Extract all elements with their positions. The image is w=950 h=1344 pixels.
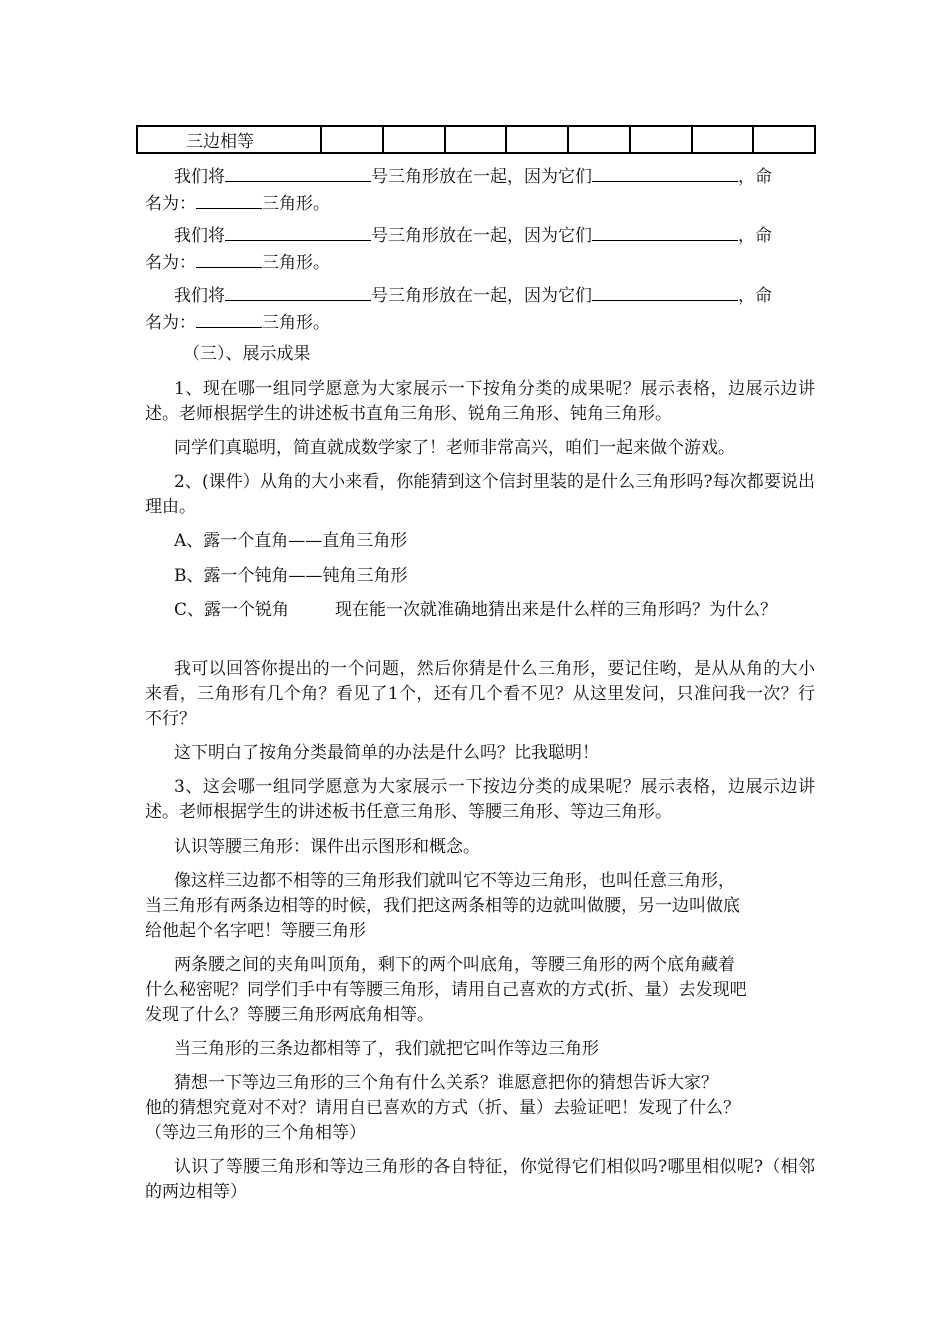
paragraph: 这下明白了按角分类最简单的办法是什么吗？比我聪明！	[174, 743, 599, 763]
answer-blank[interactable]	[196, 309, 262, 328]
row-label: 三边相等	[137, 126, 321, 153]
answer-blank[interactable]	[225, 222, 371, 241]
answer-blank[interactable]	[592, 282, 738, 301]
answer-blank[interactable]	[196, 249, 262, 268]
paragraph: 认识等腰三角形：课件出示图形和概念。	[174, 837, 480, 857]
fill-in-sentence: 我们将 号三角形放在一起，因为它们 ，命 名为： 三角形。	[145, 163, 815, 217]
fill-in-sentence: 我们将 号三角形放在一起，因为它们 ，命 名为： 三角形。	[145, 282, 815, 336]
table-row	[137, 126, 815, 153]
answer-blank[interactable]	[225, 282, 371, 301]
paragraph: 同学们真聪明，简直就成数学家了！老师非常高兴，咱们一起来做个游戏。	[174, 438, 735, 458]
paragraph: 两条腰之间的夹角叫顶角，剩下的两个叫底角，等腰三角形的两个底角藏着 什么秘密呢？同学们手中有等腰三角形，请用自己喜欢的方式(折、量）去发现吧 发现了什么？等腰三角形两底角相等。	[145, 955, 747, 1025]
answer-blank[interactable]	[225, 163, 371, 182]
table-cell	[630, 126, 692, 153]
paragraph: 2、(课件）从角的大小来看，你能猜到这个信封里装的是什么三角形吗?每次都要说出理由。	[145, 472, 815, 517]
list-item: A、露一个直角——直角三角形	[174, 531, 408, 551]
paragraph: 像这样三边都不相等的三角形我们就叫它不等边三角形，也叫任意三角形， 当三角形有两条边相等的时候，我们把这两条相等的边就叫做腰，另一边叫做底 给他起个名字吧！等腰三角形	[145, 871, 740, 941]
table-cell	[753, 126, 815, 153]
answer-blank[interactable]	[592, 222, 738, 241]
paragraph: 猜想一下等边三角形的三个角有什么关系？谁愿意把你的猜想告诉大家？ 他的猜想究竟对不对？请用自已喜欢的方式（折、量）去验证吧！发现了什么？ （等边三角形的三个角相等）	[145, 1073, 740, 1143]
classification-table	[136, 125, 816, 154]
paragraph: 我可以回答你提出的一个问题，然后你猜是什么三角形，要记住哟，是从从角的大小来看，三角形有几个角？看见了1个，还有几个看不见？从这里发问，只准问我一次？行不行？	[145, 659, 815, 729]
paragraph: 1、现在哪一组同学愿意为大家展示一下按角分类的成果呢？展示表格，边展示边讲述。老师根据学生的讲述板书直角三角形、锐角三角形、钝角三角形。	[145, 379, 815, 424]
paragraph: 认识了等腰三角形和等边三角形的各自特征，你觉得它们相似吗?哪里相似呢?（相邻的两边相等）	[145, 1157, 815, 1202]
table-cell	[445, 126, 507, 153]
paragraph: 3、这会哪一组同学愿意为大家展示一下按边分类的成果呢？展示表格，边展示边讲述。老师根据学生的讲述板书任意三角形、等腰三角形、等边三角形。	[145, 777, 815, 822]
table-cell	[506, 126, 568, 153]
table-cell	[383, 126, 445, 153]
fill-in-sentence: 我们将 号三角形放在一起，因为它们 ，命 名为： 三角形。	[145, 222, 815, 276]
paragraph: 当三角形的三条边都相等了，我们就把它叫作等边三角形	[174, 1039, 599, 1059]
list-item: B、露一个钝角——钝角三角形	[174, 566, 408, 586]
list-item: C、露一个锐角 现在能一次就准确地猜出来是什么样的三角形吗？为什么？	[174, 600, 778, 620]
table-cell	[321, 126, 383, 153]
section-heading: （三）、展示成果	[183, 344, 311, 364]
answer-blank[interactable]	[592, 163, 738, 182]
table-cell	[692, 126, 754, 153]
answer-blank[interactable]	[196, 190, 262, 209]
table-cell	[568, 126, 630, 153]
